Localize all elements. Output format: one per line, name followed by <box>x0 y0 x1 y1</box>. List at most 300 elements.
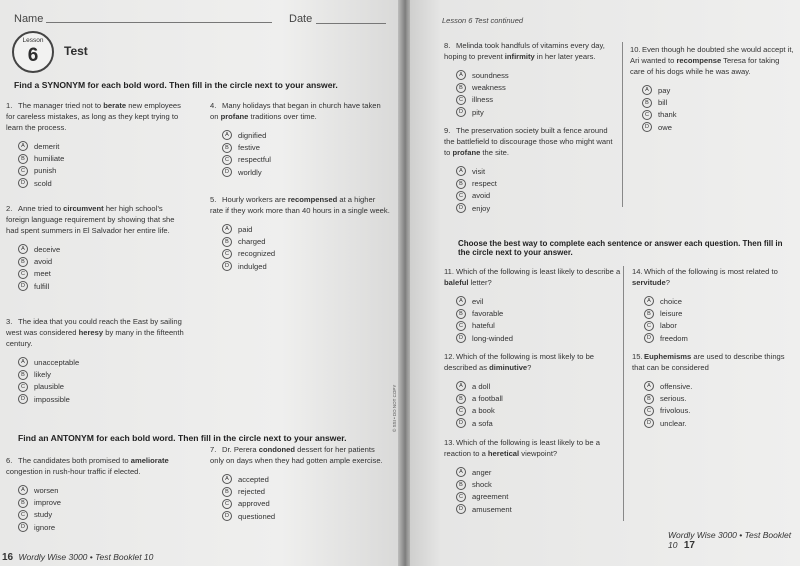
answer-option[interactable] <box>222 129 390 141</box>
answer-option-text: improve <box>34 498 62 508</box>
answer-option[interactable] <box>18 393 184 405</box>
answer-option[interactable] <box>18 356 184 368</box>
answer-option-text: respectful <box>238 155 271 165</box>
name-label: Name <box>14 13 44 25</box>
answer-bubble[interactable]: B <box>642 98 652 108</box>
question-bold-word: diminutive <box>489 363 528 372</box>
answer-bubble[interactable]: C <box>18 510 28 520</box>
answer-options <box>444 295 624 345</box>
answer-bubble[interactable]: B <box>18 370 28 380</box>
answer-options <box>6 356 184 406</box>
answer-option-text: recognized <box>238 249 276 259</box>
question-text: viewpoint? <box>519 449 558 458</box>
question-4 <box>210 100 390 179</box>
answer-option-text: visit <box>472 166 486 176</box>
answer-option[interactable] <box>18 177 184 189</box>
question-bold-word: heresy <box>78 328 104 337</box>
question-stem <box>632 351 797 373</box>
question-number: 11. <box>444 267 454 276</box>
answer-option[interactable] <box>456 295 624 307</box>
question-number: 2. <box>6 204 13 213</box>
answer-option-text: unclear. <box>660 418 687 428</box>
answer-option-text: likely <box>34 370 51 380</box>
answer-option-text: bill <box>658 98 668 108</box>
date-line[interactable] <box>316 23 386 24</box>
question-number: 4. <box>210 101 217 110</box>
question-text: Which of the following is least likely to be a reaction to a <box>444 438 600 458</box>
column-divider-bottom <box>623 266 624 521</box>
question-text: The preservation society built a fence around the battlefield to discourage those who might want to <box>444 126 613 157</box>
answer-option-text: freedom <box>660 333 688 343</box>
answer-bubble[interactable]: D <box>642 122 652 132</box>
answer-bubble[interactable]: A <box>222 474 232 484</box>
answer-option[interactable] <box>642 84 795 96</box>
question-text: by many in the fifteenth century. <box>6 328 184 348</box>
question-6 <box>6 455 184 534</box>
question-text: Hourly workers are <box>222 195 288 204</box>
answer-option-text: frivolous. <box>660 406 691 416</box>
answer-option-text: worsen <box>34 485 59 495</box>
answer-option[interactable] <box>18 165 184 177</box>
answer-option-text: questioned <box>238 511 276 521</box>
answer-bubble[interactable]: B <box>222 487 232 497</box>
answer-bubble[interactable]: C <box>456 321 466 331</box>
answer-option[interactable] <box>18 509 184 521</box>
answer-bubble[interactable]: A <box>644 296 654 306</box>
answer-bubble[interactable]: D <box>644 418 654 428</box>
question-text: in her later years. <box>534 52 596 61</box>
answer-options <box>6 140 184 190</box>
answer-bubble[interactable]: A <box>456 70 466 80</box>
answer-bubble[interactable]: C <box>18 382 28 392</box>
answer-options <box>210 223 390 273</box>
answer-bubble[interactable]: B <box>456 83 466 93</box>
question-text: congestion in rush-hour traffic if elected. <box>6 467 141 476</box>
answer-option[interactable] <box>18 268 184 280</box>
question-bold-word: ameliorate <box>130 456 169 465</box>
answer-bubble[interactable]: B <box>644 309 654 319</box>
question-bold-word: circumvent <box>63 204 104 213</box>
answer-options <box>6 484 184 534</box>
question-number: 14. <box>632 267 643 276</box>
question-bold-word: servitude <box>632 278 666 287</box>
answer-bubble[interactable]: D <box>222 167 232 177</box>
question-7 <box>210 444 390 523</box>
answer-bubble[interactable]: C <box>222 499 232 509</box>
answer-bubble[interactable]: C <box>456 191 466 201</box>
question-number: 9. <box>444 126 451 135</box>
answer-option[interactable] <box>222 154 390 166</box>
synonym-instructions: Find a SYNONYM for each bold word. Then fill in the circle next to your answer. <box>14 80 338 90</box>
answer-option[interactable] <box>18 140 184 152</box>
answer-bubble[interactable]: C <box>642 110 652 120</box>
answer-option-text: accepted <box>238 474 269 484</box>
question-number: 10. <box>630 45 641 54</box>
question-stem <box>210 194 390 216</box>
answer-bubble[interactable]: D <box>222 261 232 271</box>
answer-option[interactable] <box>456 202 614 214</box>
answer-option[interactable] <box>644 392 797 404</box>
answer-option[interactable] <box>456 478 624 490</box>
answer-bubble[interactable]: C <box>18 166 28 176</box>
answer-bubble[interactable]: B <box>18 257 28 267</box>
answer-option[interactable] <box>456 307 624 319</box>
question-stem <box>444 266 624 288</box>
question-bold-word: condoned <box>258 445 295 454</box>
question-10 <box>630 44 795 134</box>
left-footer-text: Wordly Wise 3000 • Test Booklet 10 <box>18 552 154 562</box>
answer-option[interactable] <box>456 466 624 478</box>
answer-option[interactable] <box>222 141 390 153</box>
answer-option-text: a book <box>472 406 495 416</box>
copyright-vertical: © SSI • DO NOT COPY <box>392 384 397 432</box>
answer-bubble[interactable]: B <box>222 237 232 247</box>
answer-option[interactable] <box>456 320 624 332</box>
question-bold-word: baleful <box>444 278 469 287</box>
answer-option[interactable] <box>642 109 795 121</box>
answer-option-text: a football <box>472 394 503 404</box>
answer-option-text: a doll <box>472 381 491 391</box>
answer-option[interactable] <box>456 332 624 344</box>
answer-options <box>6 243 184 293</box>
question-bold-word: Euphemisms <box>644 352 692 361</box>
question-text: Anne tried to <box>18 204 64 213</box>
question-text: the site. <box>480 148 510 157</box>
answer-bubble[interactable]: B <box>644 394 654 404</box>
answer-option-text: thank <box>658 110 677 120</box>
question-text: at a higher rate if they work more than 40 hours in a single week. <box>210 195 390 215</box>
question-3 <box>6 316 184 406</box>
question-number: 12. <box>444 352 455 361</box>
left-footer <box>2 552 153 563</box>
answer-options <box>632 380 797 430</box>
answer-option-text: choice <box>660 296 682 306</box>
question-text: The candidates both promised to <box>18 456 131 465</box>
answer-option-text: meet <box>34 269 51 279</box>
answer-bubble[interactable]: A <box>18 244 28 254</box>
answer-option[interactable] <box>222 166 390 178</box>
answer-options <box>444 69 614 119</box>
answer-bubble[interactable]: A <box>18 357 28 367</box>
lesson-number: 6 <box>27 45 39 66</box>
answer-option[interactable] <box>456 190 614 202</box>
right-footer-text: Wordly Wise 3000 • Test Booklet 10 <box>668 530 792 550</box>
question-8 <box>444 40 614 119</box>
answer-bubble[interactable]: C <box>456 406 466 416</box>
question-text: Melinda took handfuls of vitamins every day, hoping to prevent <box>444 41 605 61</box>
answer-bubble[interactable]: C <box>644 406 654 416</box>
answer-bubble[interactable]: C <box>18 269 28 279</box>
question-11 <box>444 266 624 345</box>
answer-option-text: festive <box>238 143 260 153</box>
answer-bubble[interactable]: D <box>18 522 28 532</box>
question-bold-word: recompensed <box>287 195 338 204</box>
answer-option[interactable] <box>456 417 624 429</box>
answer-option[interactable] <box>644 295 797 307</box>
question-1 <box>6 100 184 190</box>
answer-option[interactable] <box>642 96 795 108</box>
answer-bubble[interactable]: D <box>456 504 466 514</box>
answer-bubble[interactable]: C <box>222 155 232 165</box>
date-label: Date <box>289 13 313 25</box>
answer-bubble[interactable]: B <box>456 179 466 189</box>
question-text: The idea that you could reach the East by sailing west was considered <box>6 317 182 337</box>
answer-option[interactable] <box>222 473 390 485</box>
column-divider-top <box>622 42 623 207</box>
answer-option-text: serious. <box>660 394 687 404</box>
question-number: 7. <box>210 445 217 454</box>
question-text: traditions over time. <box>248 112 317 121</box>
answer-option[interactable] <box>18 368 184 380</box>
answer-option-text: hateful <box>472 321 495 331</box>
answer-option-text: plausible <box>34 382 64 392</box>
question-text: Which of the following is most related to <box>644 267 778 276</box>
answer-option[interactable] <box>18 496 184 508</box>
question-text: new employees for careless mistakes, as long as they kept trying to learn the process. <box>6 101 181 132</box>
name-line[interactable] <box>46 22 272 23</box>
question-text: Which of the following is most likely to be described as <box>444 352 595 372</box>
question-stem <box>6 316 184 349</box>
answer-bubble[interactable]: D <box>456 203 466 213</box>
answer-options <box>444 165 614 215</box>
question-stem <box>444 40 614 62</box>
question-14 <box>632 266 797 345</box>
answer-option[interactable] <box>456 69 614 81</box>
answer-option-text: ignore <box>34 522 56 532</box>
answer-options <box>444 466 624 516</box>
question-stem <box>6 203 184 236</box>
answer-options <box>444 380 624 430</box>
answer-bubble[interactable]: D <box>456 107 466 117</box>
section-instructions: Choose the best way to complete each sentence or answer each question. Then fill in the circle next to your answer. <box>458 239 783 257</box>
answer-option-text: rejected <box>238 487 266 497</box>
question-15 <box>632 351 797 430</box>
answer-option-text: amusement <box>472 504 512 514</box>
answer-option[interactable] <box>222 498 390 510</box>
answer-option-text: worldly <box>238 167 262 177</box>
answer-bubble[interactable]: A <box>18 141 28 151</box>
answer-option[interactable] <box>18 280 184 292</box>
right-footer <box>668 530 800 551</box>
question-13 <box>444 437 624 516</box>
question-text: her high school’s foreign language requirement by showing that she had spent summers in El Salvador her entire life. <box>6 204 175 235</box>
answer-option-text: scold <box>34 178 52 188</box>
answer-option[interactable] <box>222 223 390 235</box>
question-bold-word: infirmity <box>504 52 535 61</box>
answer-option-text: illness <box>472 95 494 105</box>
question-stem <box>632 266 797 288</box>
answer-option-text: humiliate <box>34 154 65 164</box>
question-stem <box>444 437 624 459</box>
answer-option-text: respect <box>472 179 497 189</box>
answer-bubble[interactable]: A <box>456 166 466 176</box>
question-5 <box>210 194 390 273</box>
answer-option-text: weakness <box>472 83 506 93</box>
answer-option-text: a sofa <box>472 418 493 428</box>
answer-bubble[interactable]: A <box>222 130 232 140</box>
answer-bubble[interactable]: D <box>644 333 654 343</box>
answer-bubble[interactable]: B <box>456 394 466 404</box>
question-stem <box>6 455 184 477</box>
answer-bubble[interactable]: A <box>222 224 232 234</box>
answer-option-text: shock <box>472 480 492 490</box>
answer-option[interactable] <box>456 94 614 106</box>
answer-option-text: enjoy <box>472 203 491 213</box>
answer-bubble[interactable]: A <box>642 85 652 95</box>
answer-option-text: leisure <box>660 309 683 319</box>
answer-option[interactable] <box>644 417 797 429</box>
right-header: Lesson 6 Test continued <box>442 16 524 25</box>
answer-option-text: demerit <box>34 141 60 151</box>
answer-bubble[interactable]: D <box>18 178 28 188</box>
question-text: Which of the following is least likely to describe a <box>456 267 621 276</box>
answer-bubble[interactable]: A <box>644 381 654 391</box>
answer-option[interactable] <box>456 491 624 503</box>
question-stem <box>444 125 614 158</box>
answer-option[interactable] <box>18 521 184 533</box>
right-footer-page: 17 <box>683 540 695 551</box>
question-text: ? <box>665 278 670 287</box>
question-bold-word: heretical <box>487 449 520 458</box>
answer-option[interactable] <box>18 255 184 267</box>
question-text: ? <box>527 363 532 372</box>
answer-option-text: impossible <box>34 394 70 404</box>
question-stem <box>210 444 390 466</box>
answer-option[interactable] <box>644 332 797 344</box>
answer-bubble[interactable]: C <box>644 321 654 331</box>
question-stem <box>6 100 184 133</box>
answer-bubble[interactable]: B <box>18 498 28 508</box>
lesson-word: Lesson <box>22 37 44 44</box>
question-text: Teresa for taking care of his dogs while he was away. <box>630 56 780 76</box>
answer-options <box>210 473 390 523</box>
answer-option-text: anger <box>472 467 492 477</box>
question-text: The manager tried not to <box>18 101 104 110</box>
answer-option-text: fulfill <box>34 281 50 291</box>
answer-option[interactable] <box>456 503 624 515</box>
answer-bubble[interactable]: B <box>456 309 466 319</box>
answer-option-text: avoid <box>34 257 53 267</box>
question-stem <box>210 100 390 122</box>
answer-option-text: study <box>34 510 53 520</box>
answer-bubble[interactable]: D <box>456 333 466 343</box>
test-title: Test <box>64 44 88 58</box>
answer-option[interactable] <box>456 405 624 417</box>
answer-option[interactable] <box>456 392 624 404</box>
question-number: 8. <box>444 41 451 50</box>
answer-option-text: punish <box>34 166 57 176</box>
answer-option-text: deceive <box>34 244 61 254</box>
question-number: 5. <box>210 195 217 204</box>
answer-option-text: dignified <box>238 130 267 140</box>
answer-option-text: unacceptable <box>34 357 80 367</box>
answer-option-text: approved <box>238 499 270 509</box>
answer-option-text: owe <box>658 122 672 132</box>
question-stem <box>444 351 624 373</box>
question-bold-word: profane <box>452 148 481 157</box>
answer-options <box>210 129 390 179</box>
question-bold-word: berate <box>103 101 127 110</box>
answer-options <box>632 295 797 345</box>
answer-option[interactable] <box>18 152 184 164</box>
question-9 <box>444 125 614 215</box>
question-bold-word: recompense <box>676 56 722 65</box>
question-stem <box>630 44 795 77</box>
answer-option[interactable] <box>456 106 614 118</box>
answer-option-text: evil <box>472 296 484 306</box>
answer-bubble[interactable]: A <box>18 485 28 495</box>
question-text: Many holidays that began in church have taken on <box>210 101 381 121</box>
answer-bubble[interactable]: B <box>18 154 28 164</box>
answer-option[interactable] <box>642 121 795 133</box>
answer-bubble[interactable]: C <box>456 492 466 502</box>
answer-bubble[interactable]: D <box>18 281 28 291</box>
answer-option-text: paid <box>238 224 253 234</box>
answer-option-text: pity <box>472 107 484 117</box>
question-number: 13. <box>444 438 455 447</box>
answer-option[interactable] <box>456 380 624 392</box>
answer-option-text: offensive. <box>660 381 693 391</box>
answer-options <box>630 84 795 134</box>
answer-bubble[interactable]: D <box>456 418 466 428</box>
answer-option[interactable] <box>18 381 184 393</box>
answer-option[interactable] <box>644 320 797 332</box>
question-number: 15. <box>632 352 643 361</box>
answer-option[interactable] <box>222 260 390 272</box>
question-12 <box>444 351 624 430</box>
answer-option[interactable] <box>456 165 614 177</box>
answer-option[interactable] <box>644 307 797 319</box>
answer-option-text: labor <box>660 321 677 331</box>
answer-option[interactable] <box>18 243 184 255</box>
answer-bubble[interactable]: D <box>222 511 232 521</box>
answer-option-text: favorable <box>472 309 504 319</box>
answer-bubble[interactable]: C <box>456 95 466 105</box>
answer-option-text: soundness <box>472 70 509 80</box>
answer-option[interactable] <box>456 177 614 189</box>
answer-option[interactable] <box>18 484 184 496</box>
question-text: Even though he doubted she would accept it, Ari wanted to <box>630 45 794 65</box>
question-number: 3. <box>6 317 13 326</box>
answer-option[interactable] <box>644 405 797 417</box>
answer-option[interactable] <box>222 510 390 522</box>
answer-bubble[interactable]: B <box>456 480 466 490</box>
question-number: 1. <box>6 101 13 110</box>
answer-option[interactable] <box>222 485 390 497</box>
answer-option-text: long-winded <box>472 333 513 343</box>
answer-bubble[interactable]: A <box>456 467 466 477</box>
answer-bubble[interactable]: B <box>222 143 232 153</box>
right-page <box>410 0 800 566</box>
answer-option-text: indulged <box>238 261 267 271</box>
answer-option-text: charged <box>238 237 266 247</box>
answer-option-text: agreement <box>472 492 509 502</box>
answer-bubble[interactable]: C <box>222 249 232 259</box>
question-text: Dr. Perera <box>222 445 259 454</box>
answer-option[interactable] <box>222 235 390 247</box>
answer-option-text: avoid <box>472 191 491 201</box>
question-bold-word: profane <box>220 112 249 121</box>
antonym-instructions: Find an ANTONYM for each bold word. Then fill in the circle next to your answer. <box>18 433 347 443</box>
question-number: 6. <box>6 456 13 465</box>
answer-option[interactable] <box>222 248 390 260</box>
answer-bubble[interactable]: A <box>456 381 466 391</box>
answer-bubble[interactable]: D <box>18 394 28 404</box>
answer-bubble[interactable]: A <box>456 296 466 306</box>
answer-option[interactable] <box>456 81 614 93</box>
answer-option[interactable] <box>644 380 797 392</box>
question-text: letter? <box>468 278 492 287</box>
